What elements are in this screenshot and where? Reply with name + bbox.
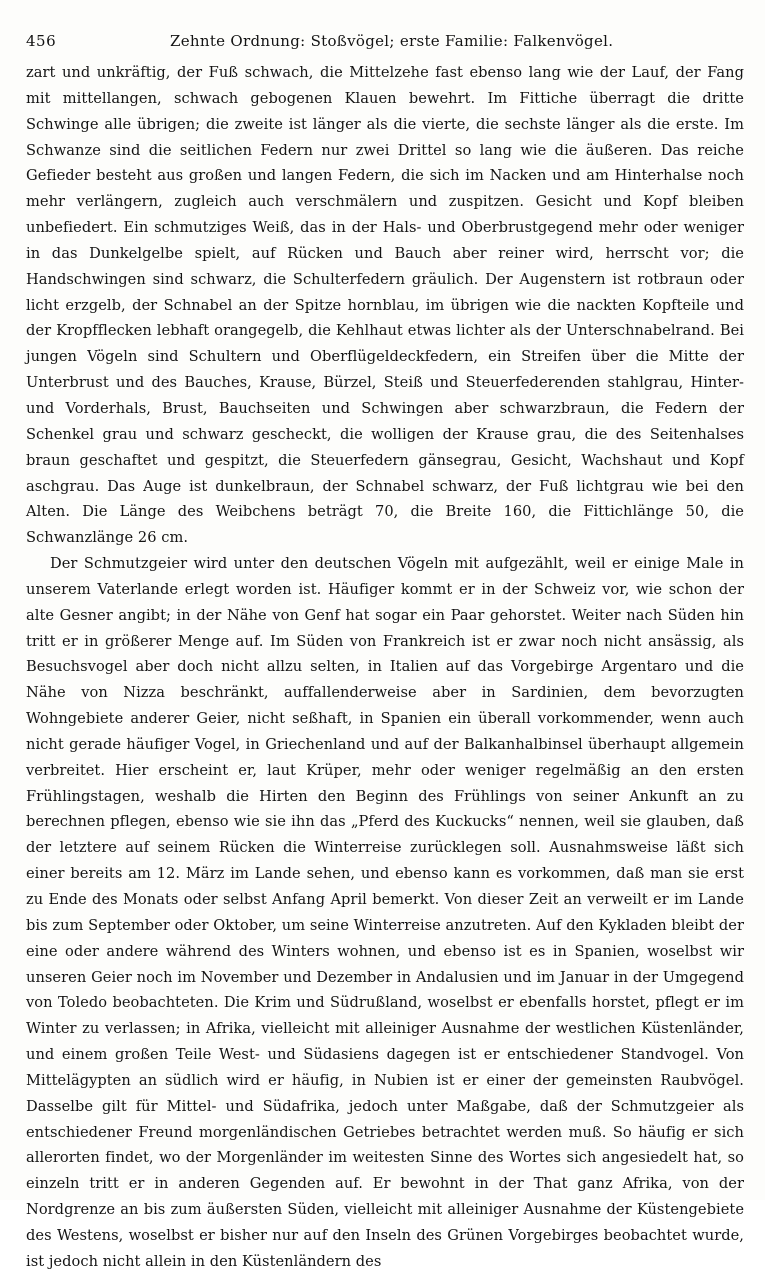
paragraph-description: zart und unkräftig, der Fuß schwach, die Mittelzehe fast ebenso lang wie der Lauf, der Fang mit mittellangen, schwach gebogenen Klauen bewehrt. Im Fittiche überragt die dritte Schwinge alle übrigen; die zweite ist länger als die vierte, die sechste länger als die erste. Im Schwanze sind die seitlichen Federn nur zwei Drittel so lang wie die äußeren. Das reiche Gefieder besteht aus großen und langen Federn, die sich im Nacken und am Hinterhalse noch mehr verlängern, zugleich auch verschmälern und zuspitzen. Gesicht und Kopf bleiben unbefiedert. Ein schmutziges Weiß, das in der Hals- und Oberbrustgegend mehr oder weniger in das Dunkelgelbe spielt, auf Rücken und Bauch aber reiner wird, herrscht vor; die Handschwingen sind schwarz, die Schulterfedern gräulich. Der Augenstern ist rotbraun oder licht erzgelb, der Schnabel an der Spitze hornblau, im übrigen wie die nackten Kopfteile und der Kropfflecken lebhaft orangegelb, die Kehlhaut etwas lichter als der Unterschnabelrand. Bei jungen Vögeln sind Schultern und Oberflügeldeckfedern, ein Streifen über die Mitte der Unterbrust und des Bauches, Krause, Bürzel, Steiß und Steuerfederenden stahlgrau, Hinter- und Vorderhals, Brust, Bauchseiten und Schwingen aber schwarzbraun, die Federn der Schenkel grau und schwarz gescheckt, die wolligen der Krause grau, die des Seitenhalses braun geschaftet und gespitzt, die Steuerfedern gänsegrau, Gesicht, Wachshaut und Kopf aschgrau. Das Auge ist dunkelbraun, der Schnabel schwarz, der Fuß lichtgrau wie bei den Alten. Die Länge des Weibchens beträgt 70, die Breite 160, die Fittichlänge 50, die Schwanzlänge 26 cm. — [26, 64, 744, 547]
paragraph-distribution: Der Schmutzgeier wird unter den deutschen Vögeln mit aufgezählt, weil er einige Male in unserem Vaterlande erlegt worden ist. Häufiger kommt er in der Schweiz vor, wie schon der alte Gesner angibt; in der Nähe von Genf hat sogar ein Paar gehorstet. Weiter nach Süden hin tritt er in größerer Menge auf. Im Süden von Frankreich ist er zwar noch nicht ansässig, als Besuchsvogel aber doch nicht allzu selten, in Italien auf das Vorgebirge Argentaro und die Nähe von Nizza beschränkt, auffallenderweise aber in Sardinien, dem bevorzugten Wohngebiete anderer Geier, nicht seßhaft, in Spanien ein überall vorkommender, wenn auch nicht gerade häufiger Vogel, in Griechenland und auf der Balkanhalbinsel überhaupt allgemein verbreitet. Hier erscheint er, laut Krüper, mehr oder weniger regelmäßig an den ersten Frühlingstagen, weshalb die Hirten den Beginn des Frühlings von seiner Ankunft an zu berechnen pflegen, ebenso wie sie ihn das „Pferd des Kuckucks“ nennen, weil sie glauben, daß der letztere auf seinem Rücken die Winterreise zurücklegen soll. Ausnahmsweise läßt sich einer bereits am 12. März im Lande sehen, und ebenso kann es vorkommen, daß man sie erst zu Ende des Monats oder selbst Anfang April bemerkt. Von dieser Zeit an verweilt er im Lande bis zum September oder Oktober, um seine Winterreise anzutreten. Auf den Kykladen bleibt der eine oder andere während des Winters wohnen, und ebenso ist es in Spanien, woselbst wir unseren Geier noch im November und Dezember in Andalusien und im Januar in der Umgegend von Toledo beobachteten. Die Krim und Südrußland, woselbst er ebenfalls horstet, pflegt er im Winter zu verlassen; in Afrika, vielleicht mit alleiniger Ausnahme der westlichen Küstenländer, und einem großen Teile West- und Südasiens dagegen ist er entschiedener Standvogel. Von Mittelägypten an südlich wird er häufig, in Nubien ist er einer der gemeinsten Raubvögel. Dasselbe gilt für Mittel- und Südafrika, jedoch unter Maßgabe, daß der Schmutzgeier als entschiedener Freund morgenländischen Getriebes betrachtet werden muß. So häufig er sich allerorten findet, wo der Morgenländer im weitesten Sinne des Wortes sich angesiedelt hat, so einzeln tritt er in anderen Gegenden auf. Er bewohnt in der That ganz Afrika, von der Nordgrenze an bis zum äußersten Süden, vielleicht mit alleiniger Ausnahme der Küstengebiete des Westens, woselbst er bisher nur auf den Inseln des Grünen Vorgebirges beobachtet wurde, ist jedoch nicht allein in den Küstenländern des — [26, 555, 744, 1270]
chapter-title: Zehnte Ordnung: Stoßvögel; erste Familie: Falkenvögel. — [170, 32, 614, 50]
page-number: 456 — [26, 32, 57, 50]
running-header — [26, 30, 744, 52]
body-text — [26, 60, 744, 1275]
